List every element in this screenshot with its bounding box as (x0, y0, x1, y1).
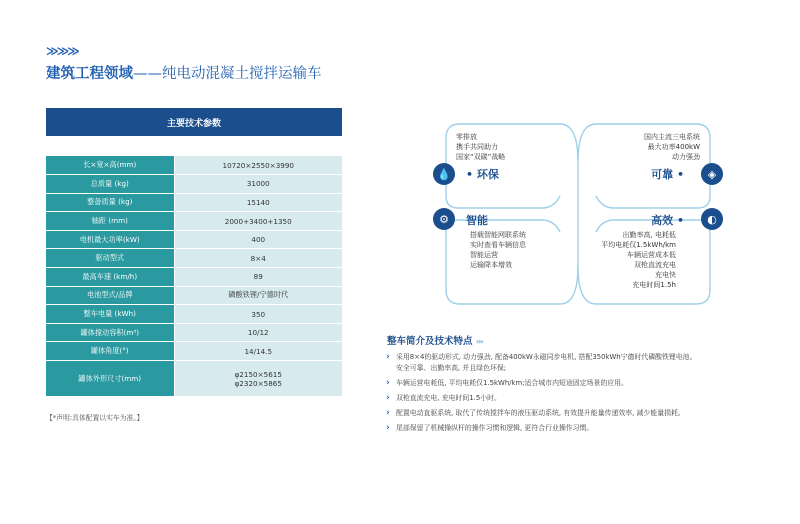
gauge-icon: ◐ (701, 208, 723, 230)
efficient-line: 平均电耗仅1.5kWh/km (601, 241, 676, 249)
spec-key: 最高车速 (km/h) (46, 268, 174, 287)
smart-line: 搭载智能网联系统 (470, 231, 526, 239)
spec-value: 350 (174, 305, 342, 324)
list-item-line: › 双枪直流充电, 充电时间1.5小时。 (396, 394, 501, 402)
list-item (385, 352, 785, 374)
table-row (46, 212, 342, 231)
table-row (46, 175, 342, 194)
list-item-line: › 采用8×4的驱动形式, 动力强劲, 配备400kW永磁同步电机, 搭配350kWh宁德时代磷酸铁锂电池。 (396, 353, 697, 361)
page-title (46, 62, 322, 83)
efficient-line: 车辆运营成本低 (627, 251, 676, 259)
reliable-line: 最大功率400kW (647, 143, 700, 151)
title-main: 建筑工程领域 (46, 66, 133, 82)
chevron-decoration: ≫≫≫ (46, 44, 78, 58)
smart-heading: 智能 (466, 214, 488, 227)
table-row (46, 361, 342, 397)
table-row (46, 249, 342, 268)
spec-value: 2000+3400+1350 (174, 212, 342, 231)
spec-key: 罐体角度(°) (46, 342, 174, 361)
spec-table (46, 156, 342, 397)
spec-key: 整车电量 (kWh) (46, 305, 174, 324)
reliable-heading: 可靠 • (651, 168, 684, 181)
title-sub: ——纯电动混凝土搅拌运输车 (133, 66, 322, 82)
spec-key: 驱动型式 (46, 249, 174, 268)
env-line: 国家“双碳”战略 (456, 153, 506, 161)
spec-value: 31000 (174, 175, 342, 194)
spec-table-header: 主要技术参数 (46, 108, 342, 136)
spec-value: 400 (174, 230, 342, 249)
env-description (456, 132, 505, 162)
spec-value: 10720×2550×3990 (174, 156, 342, 175)
smart-line: 智能运营 (470, 251, 498, 259)
efficient-line: 充电快 (655, 271, 676, 279)
intro-title-text: 整车简介及技术特点 (387, 336, 473, 347)
list-item (385, 408, 785, 419)
env-line: 零排放 (456, 133, 477, 141)
efficient-heading: 高效 • (651, 214, 684, 227)
smart-line: 运输降本增效 (470, 261, 512, 269)
spec-key: 总质量 (kg) (46, 175, 174, 194)
spec-value-line: φ2150×5615 (234, 369, 282, 379)
arrows-icon: ››› (475, 337, 483, 346)
list-item (385, 393, 785, 404)
spec-value-line: φ2320×5865 (234, 378, 282, 388)
table-row (46, 268, 342, 287)
table-row (46, 305, 342, 324)
spec-value: 14/14.5 (174, 342, 342, 361)
gear-icon: ⚙ (433, 208, 455, 230)
smart-line: 实时查看车辆信息 (470, 241, 526, 249)
spec-value (174, 361, 342, 397)
list-item (385, 423, 785, 434)
efficient-description (601, 230, 676, 290)
smart-description (470, 230, 526, 270)
spec-key: 整备质量 (kg) (46, 193, 174, 212)
spec-key: 罐体搅动容积(m³) (46, 323, 174, 342)
intro-list (385, 352, 785, 438)
table-row (46, 342, 342, 361)
water-drop-icon: 💧 (433, 163, 455, 185)
list-item-line: 安全可靠、出勤率高, 并且绿色环保; (396, 364, 507, 372)
shield-icon: ◈ (701, 163, 723, 185)
efficient-line: 充电时间1.5h (632, 281, 676, 289)
reliable-line: 国内主流三电系统 (644, 133, 700, 141)
spec-value: 10/12 (174, 323, 342, 342)
spec-value: 89 (174, 268, 342, 287)
table-row (46, 193, 342, 212)
spec-key: 轴距 (mm) (46, 212, 174, 231)
efficient-line: 双枪直流充电 (634, 261, 676, 269)
reliable-description (644, 132, 700, 162)
efficient-line: 出勤率高, 电耗低 (622, 231, 676, 239)
disclaimer-note: 【*声明:具体配置以实车为准。】 (46, 414, 144, 422)
spec-value: 磷酸铁锂/宁德时代 (174, 286, 342, 305)
env-heading: • 环保 (466, 168, 499, 181)
spec-key: 电池型式/品牌 (46, 286, 174, 305)
intro-section-title (387, 333, 483, 347)
env-line: 携手共同助力 (456, 143, 498, 151)
spec-value: 8×4 (174, 249, 342, 268)
spec-key: 长×宽×高(mm) (46, 156, 174, 175)
reliable-line: 动力强劲 (672, 153, 700, 161)
spec-value: 15140 (174, 193, 342, 212)
table-row (46, 286, 342, 305)
list-item-line: › 车辆运营电耗低, 平均电耗仅1.5kWh/km;适合城市内短途固定场景的应用。 (396, 379, 628, 387)
spec-key: 罐体外形尺寸(mm) (46, 361, 174, 397)
table-row (46, 230, 342, 249)
feature-diagram (437, 122, 717, 306)
spec-key: 电机最大功率(kW) (46, 230, 174, 249)
table-row (46, 323, 342, 342)
list-item-line: › 尾部保留了机械操纵杆的操作习惯和逻辑, 更符合行业操作习惯。 (396, 424, 594, 432)
table-row (46, 156, 342, 175)
list-item-line: › 配置电动直驱系统, 取代了传统搅拌车的液压驱动系统, 有效提升能量传递效率, 减少能量损耗。 (396, 409, 685, 417)
list-item (385, 378, 785, 389)
